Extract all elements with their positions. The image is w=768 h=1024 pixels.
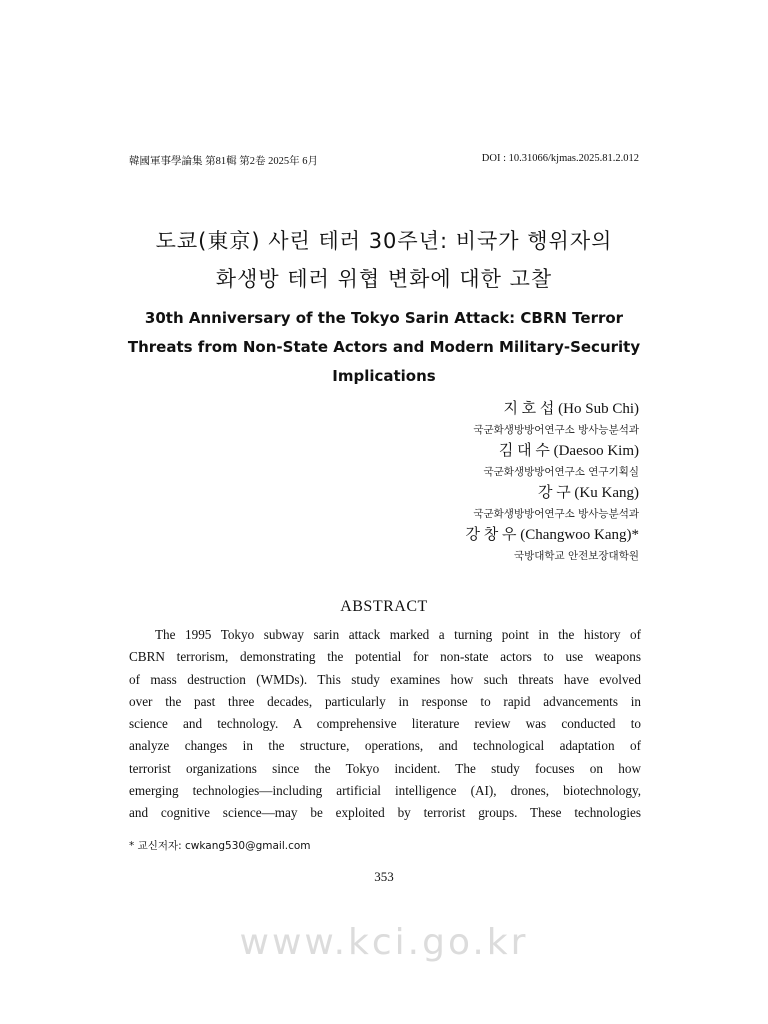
author-affiliation: 국군화생방방어연구소 방사능분석과 [473, 508, 639, 520]
author-affiliation: 국군화생방방어연구소 연구기획실 [483, 466, 639, 478]
abstract-line: The 1995 Tokyo subway sarin attack marked a turning point in the history of [155, 627, 641, 642]
abstract-line: analyze changes in the structure, operations, and technological adaptation of [129, 738, 641, 754]
abstract-line: science and technology. A comprehensive literature review was conducted to [129, 716, 641, 732]
abstract-line: and cognitive science—may be exploited by terrorist groups. These technologies [129, 805, 641, 821]
english-title-line: Implications [332, 367, 436, 385]
abstract-line: emerging technologies—including artificial intelligence (AI), drones, biotechnology, [129, 783, 641, 799]
abstract-line: terrorist organizations since the Tokyo incident. The study focuses on how [129, 760, 641, 776]
running-head [129, 153, 639, 167]
korean-title-line: 화생방 테러 위협 변화에 대한 고찰 [215, 267, 553, 291]
abstract-line: of mass destruction (WMDs). This study examines how such threats have evolved [129, 671, 641, 687]
page-number: 353 [374, 869, 394, 884]
author-name: 김 대 수 (Daesoo Kim) [498, 443, 639, 459]
corresponding-author-footnote: * 교신저자: cwkang530@gmail.com [129, 840, 311, 852]
abstract-line: over the past three decades, particularly in response to rapid advancements in [129, 693, 641, 709]
author-name: 강 구 (Ku Kang) [537, 485, 639, 501]
watermark: www.kci.go.kr [239, 922, 529, 963]
author-list [279, 399, 639, 567]
author-affiliation: 국방대학교 안전보장대학원 [513, 550, 639, 562]
abstract-body [129, 624, 641, 825]
author-affiliation: 국군화생방방어연구소 방사능분석과 [473, 424, 639, 436]
abstract-heading: ABSTRACT [340, 598, 428, 615]
english-title-line: 30th Anniversary of the Tokyo Sarin Attack: CBRN Terror [144, 309, 624, 327]
title-block [100, 222, 668, 391]
korean-title-line: 도쿄(東京) 사린 테러 30주년: 비국가 행위자의 [155, 229, 613, 253]
korean-title [100, 222, 668, 298]
author-name: 지 호 섭 (Ho Sub Chi) [503, 401, 639, 417]
doi: DOI : 10.31066/kjmas.2025.81.2.012 [481, 153, 639, 164]
abstract-line: CBRN terrorism, demonstrating the potential for non-state actors to use weapons [129, 649, 641, 665]
author-name: 강 창 우 (Changwoo Kang)* [465, 527, 639, 543]
journal-citation: 韓國軍事學論集 第81輯 第2卷 2025年 6月 [129, 156, 318, 167]
english-title [100, 304, 668, 391]
english-title-line: Threats from Non-State Actors and Modern Military-Security [127, 338, 641, 356]
